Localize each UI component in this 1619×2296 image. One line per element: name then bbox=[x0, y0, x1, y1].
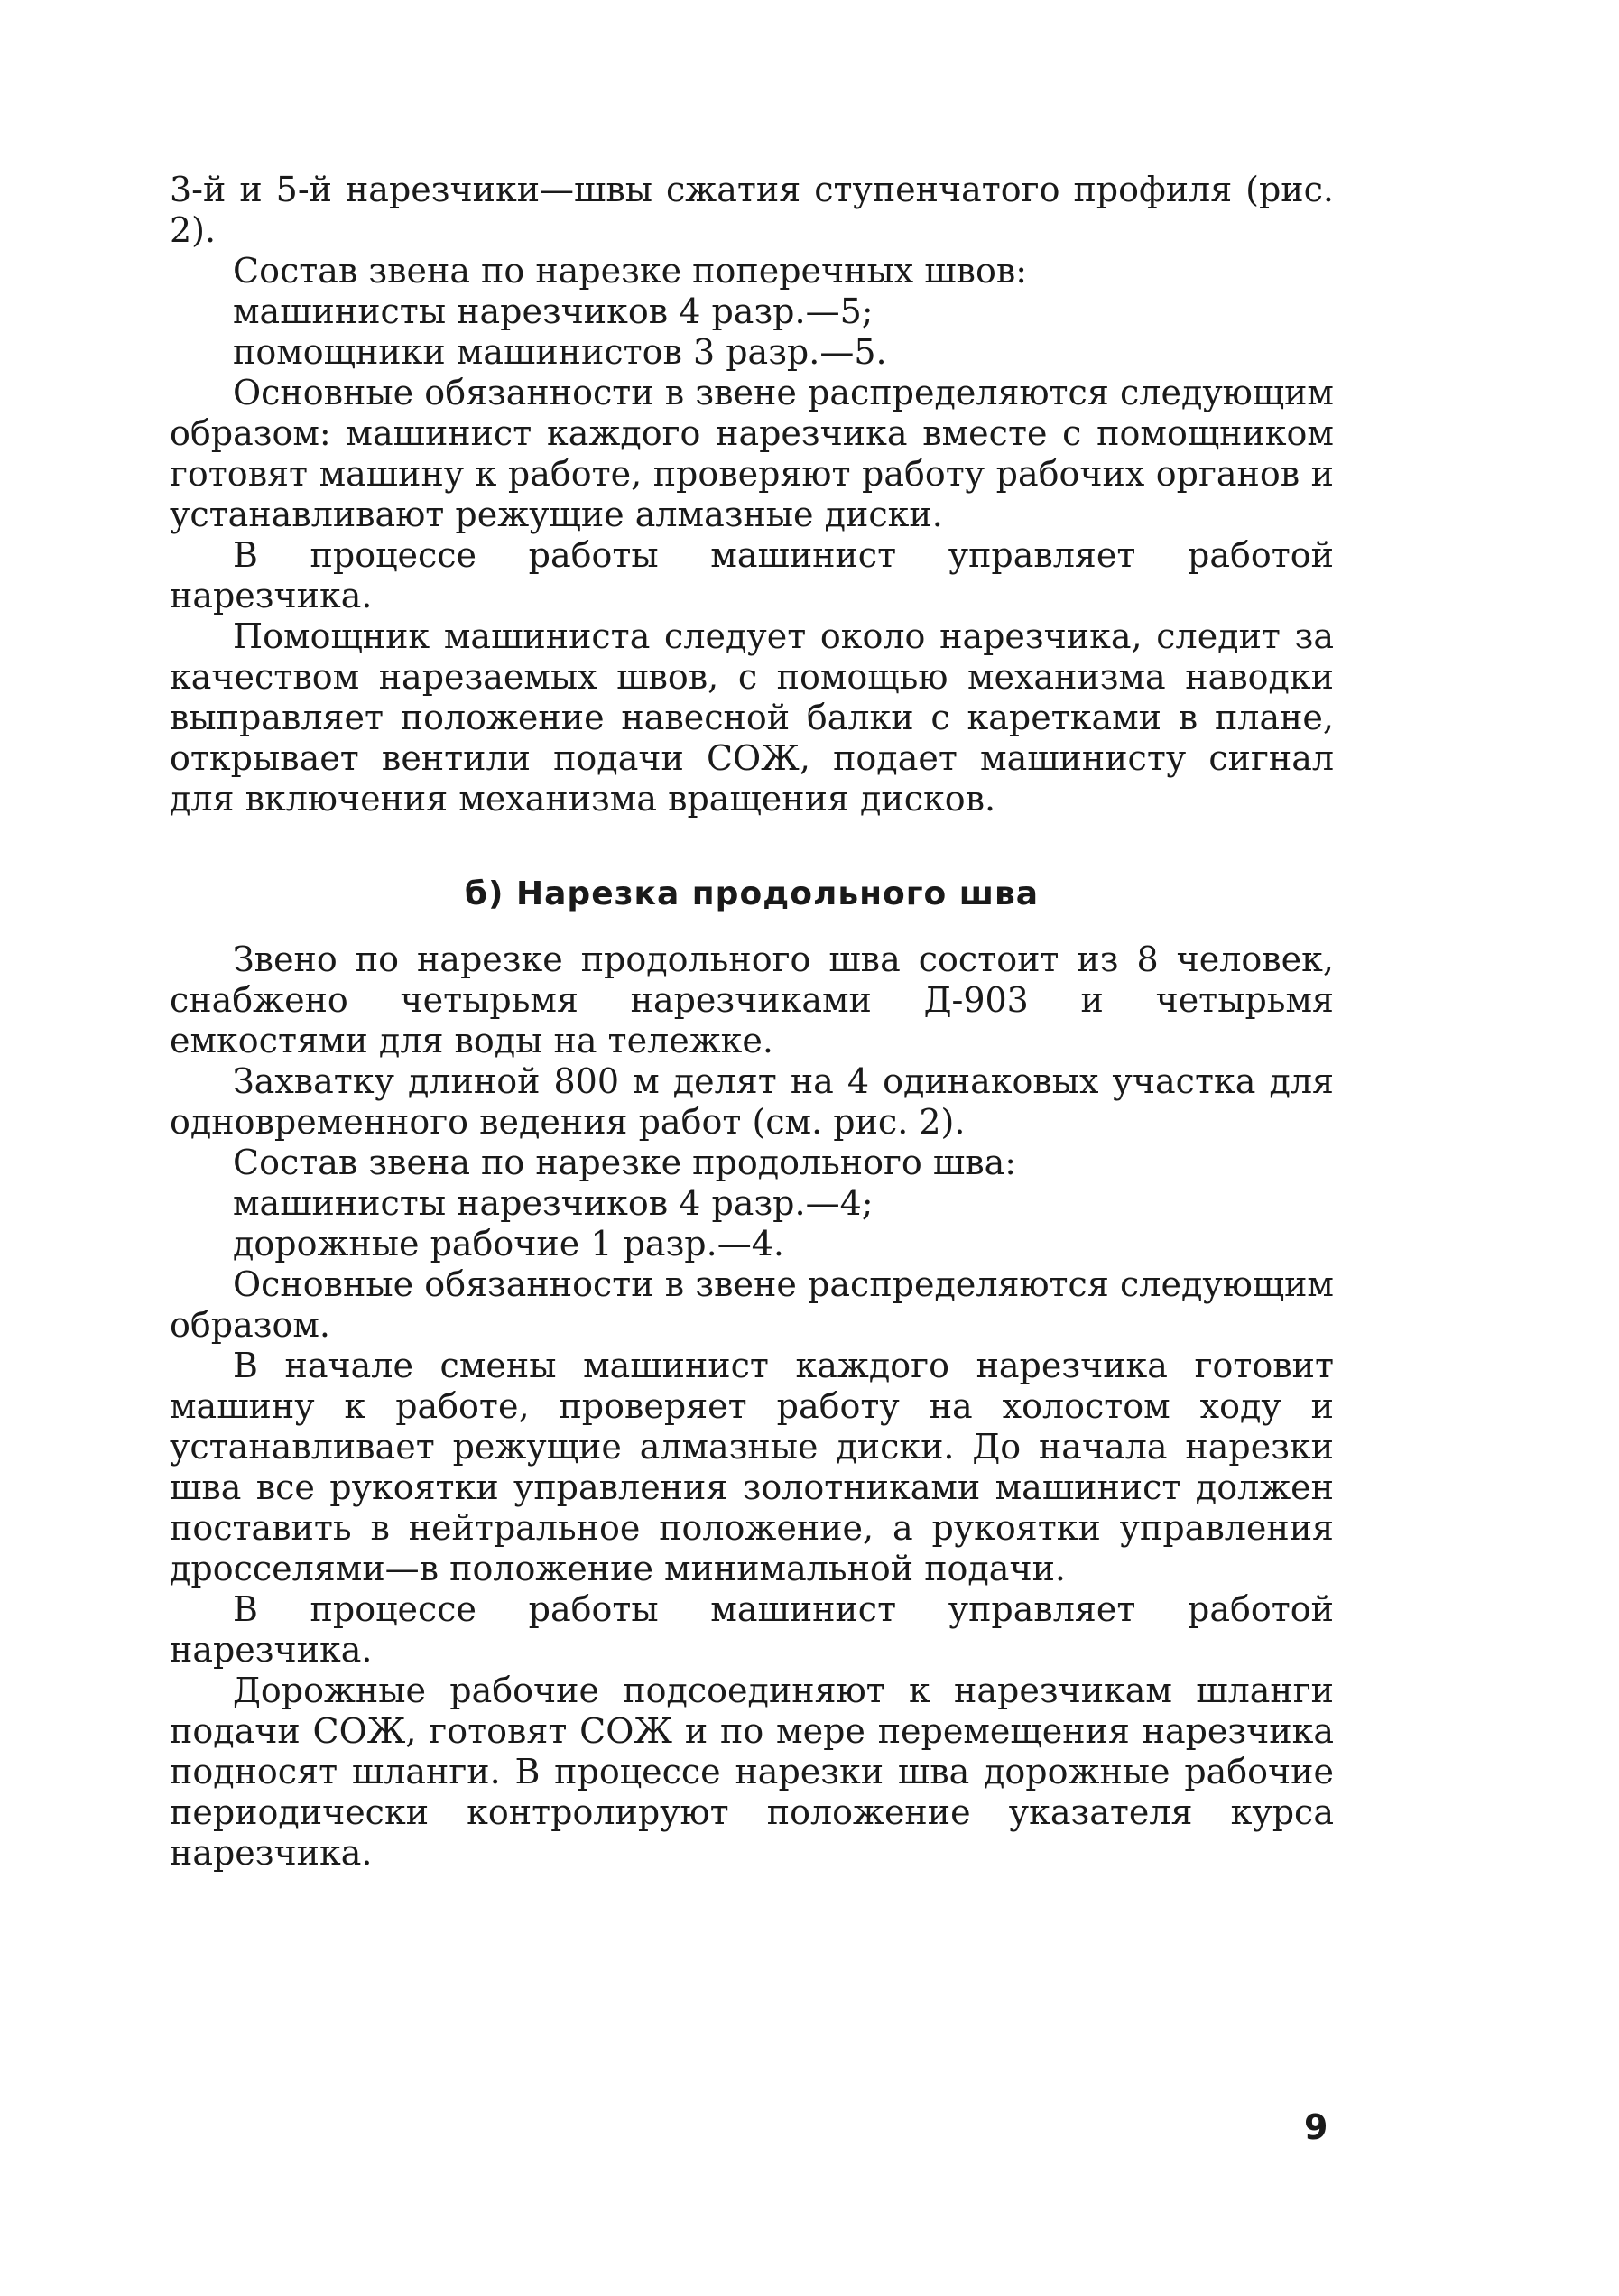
section-split-paragraph: Захватку длиной 800 м делят на 4 одинаковых участка для одновременного ведения работ (см. рис. 2). bbox=[170, 1061, 1334, 1142]
crew-longitudinal-title: Состав звена по нарезке продольного шва: bbox=[233, 1143, 1017, 1182]
duties-paragraph-2: Основные обязанности в звене распределяются следующим образом. bbox=[170, 1264, 1334, 1345]
assistant-paragraph: Помощник машиниста следует около нарезчика, следит за качеством нарезаемых швов, с помощью механизма наводки выправляет положение навесной балки с каретками в плане, открывает вентили подачи СОЖ, подает машинисту сигнал для включения механизма вращения дисков. bbox=[170, 616, 1334, 819]
body-text bbox=[170, 170, 1334, 1874]
crew-transverse-line-2: помощники машинистов 3 разр.—5. bbox=[233, 332, 887, 372]
section-b-heading: б) Нарезка продольного шва bbox=[464, 875, 1040, 912]
process-paragraph-1: В процессе работы машинист управляет работой нарезчика. bbox=[170, 535, 1334, 616]
crew-longitudinal-line-1: машинисты нарезчиков 4 разр.—4; bbox=[233, 1183, 874, 1223]
longitudinal-crew-paragraph: Звено по нарезке продольного шва состоит из 8 человек, снабжено четырьмя нарезчиками Д-903 и четырьмя емкостями для воды на тележке. bbox=[170, 940, 1334, 1060]
crew-transverse-line-1: машинисты нарезчиков 4 разр.—5; bbox=[233, 292, 874, 331]
intro-paragraph: 3-й и 5-й нарезчики—швы сжатия ступенчатого профиля (рис. 2). bbox=[170, 170, 1334, 250]
duties-paragraph-1: Основные обязанности в звене распределяются следующим образом: машинист каждого нарезчика вместе с помощником готовят машину к работе, проверяют работу рабочих органов и устанавливают режущие алмазные диски. bbox=[170, 373, 1334, 534]
shift-start-paragraph: В начале смены машинист каждого нарезчика готовит машину к работе, проверяет работу на холостом ходу и устанавливает режущие алмазные диски. До начала нарезки шва все рукоятки управления золотниками машинист должен поставить в нейтральное положение, а рукоятки управления дросселями—в положение минимальной подачи. bbox=[170, 1346, 1334, 1588]
road-workers-paragraph: Дорожные рабочие подсоединяют к нарезчикам шланги подачи СОЖ, готовят СОЖ и по мере перемещения нарезчика подносят шланги. В процессе нарезки шва дорожные рабочие периодически контролируют положение указателя курса нарезчика. bbox=[170, 1671, 1334, 1873]
crew-transverse-title: Состав звена по нарезке поперечных швов: bbox=[233, 251, 1028, 291]
page-number: 9 bbox=[1304, 2107, 1328, 2147]
process-paragraph-2: В процессе работы машинист управляет работой нарезчика. bbox=[170, 1589, 1334, 1670]
crew-longitudinal-line-2: дорожные рабочие 1 разр.—4. bbox=[233, 1224, 784, 1264]
